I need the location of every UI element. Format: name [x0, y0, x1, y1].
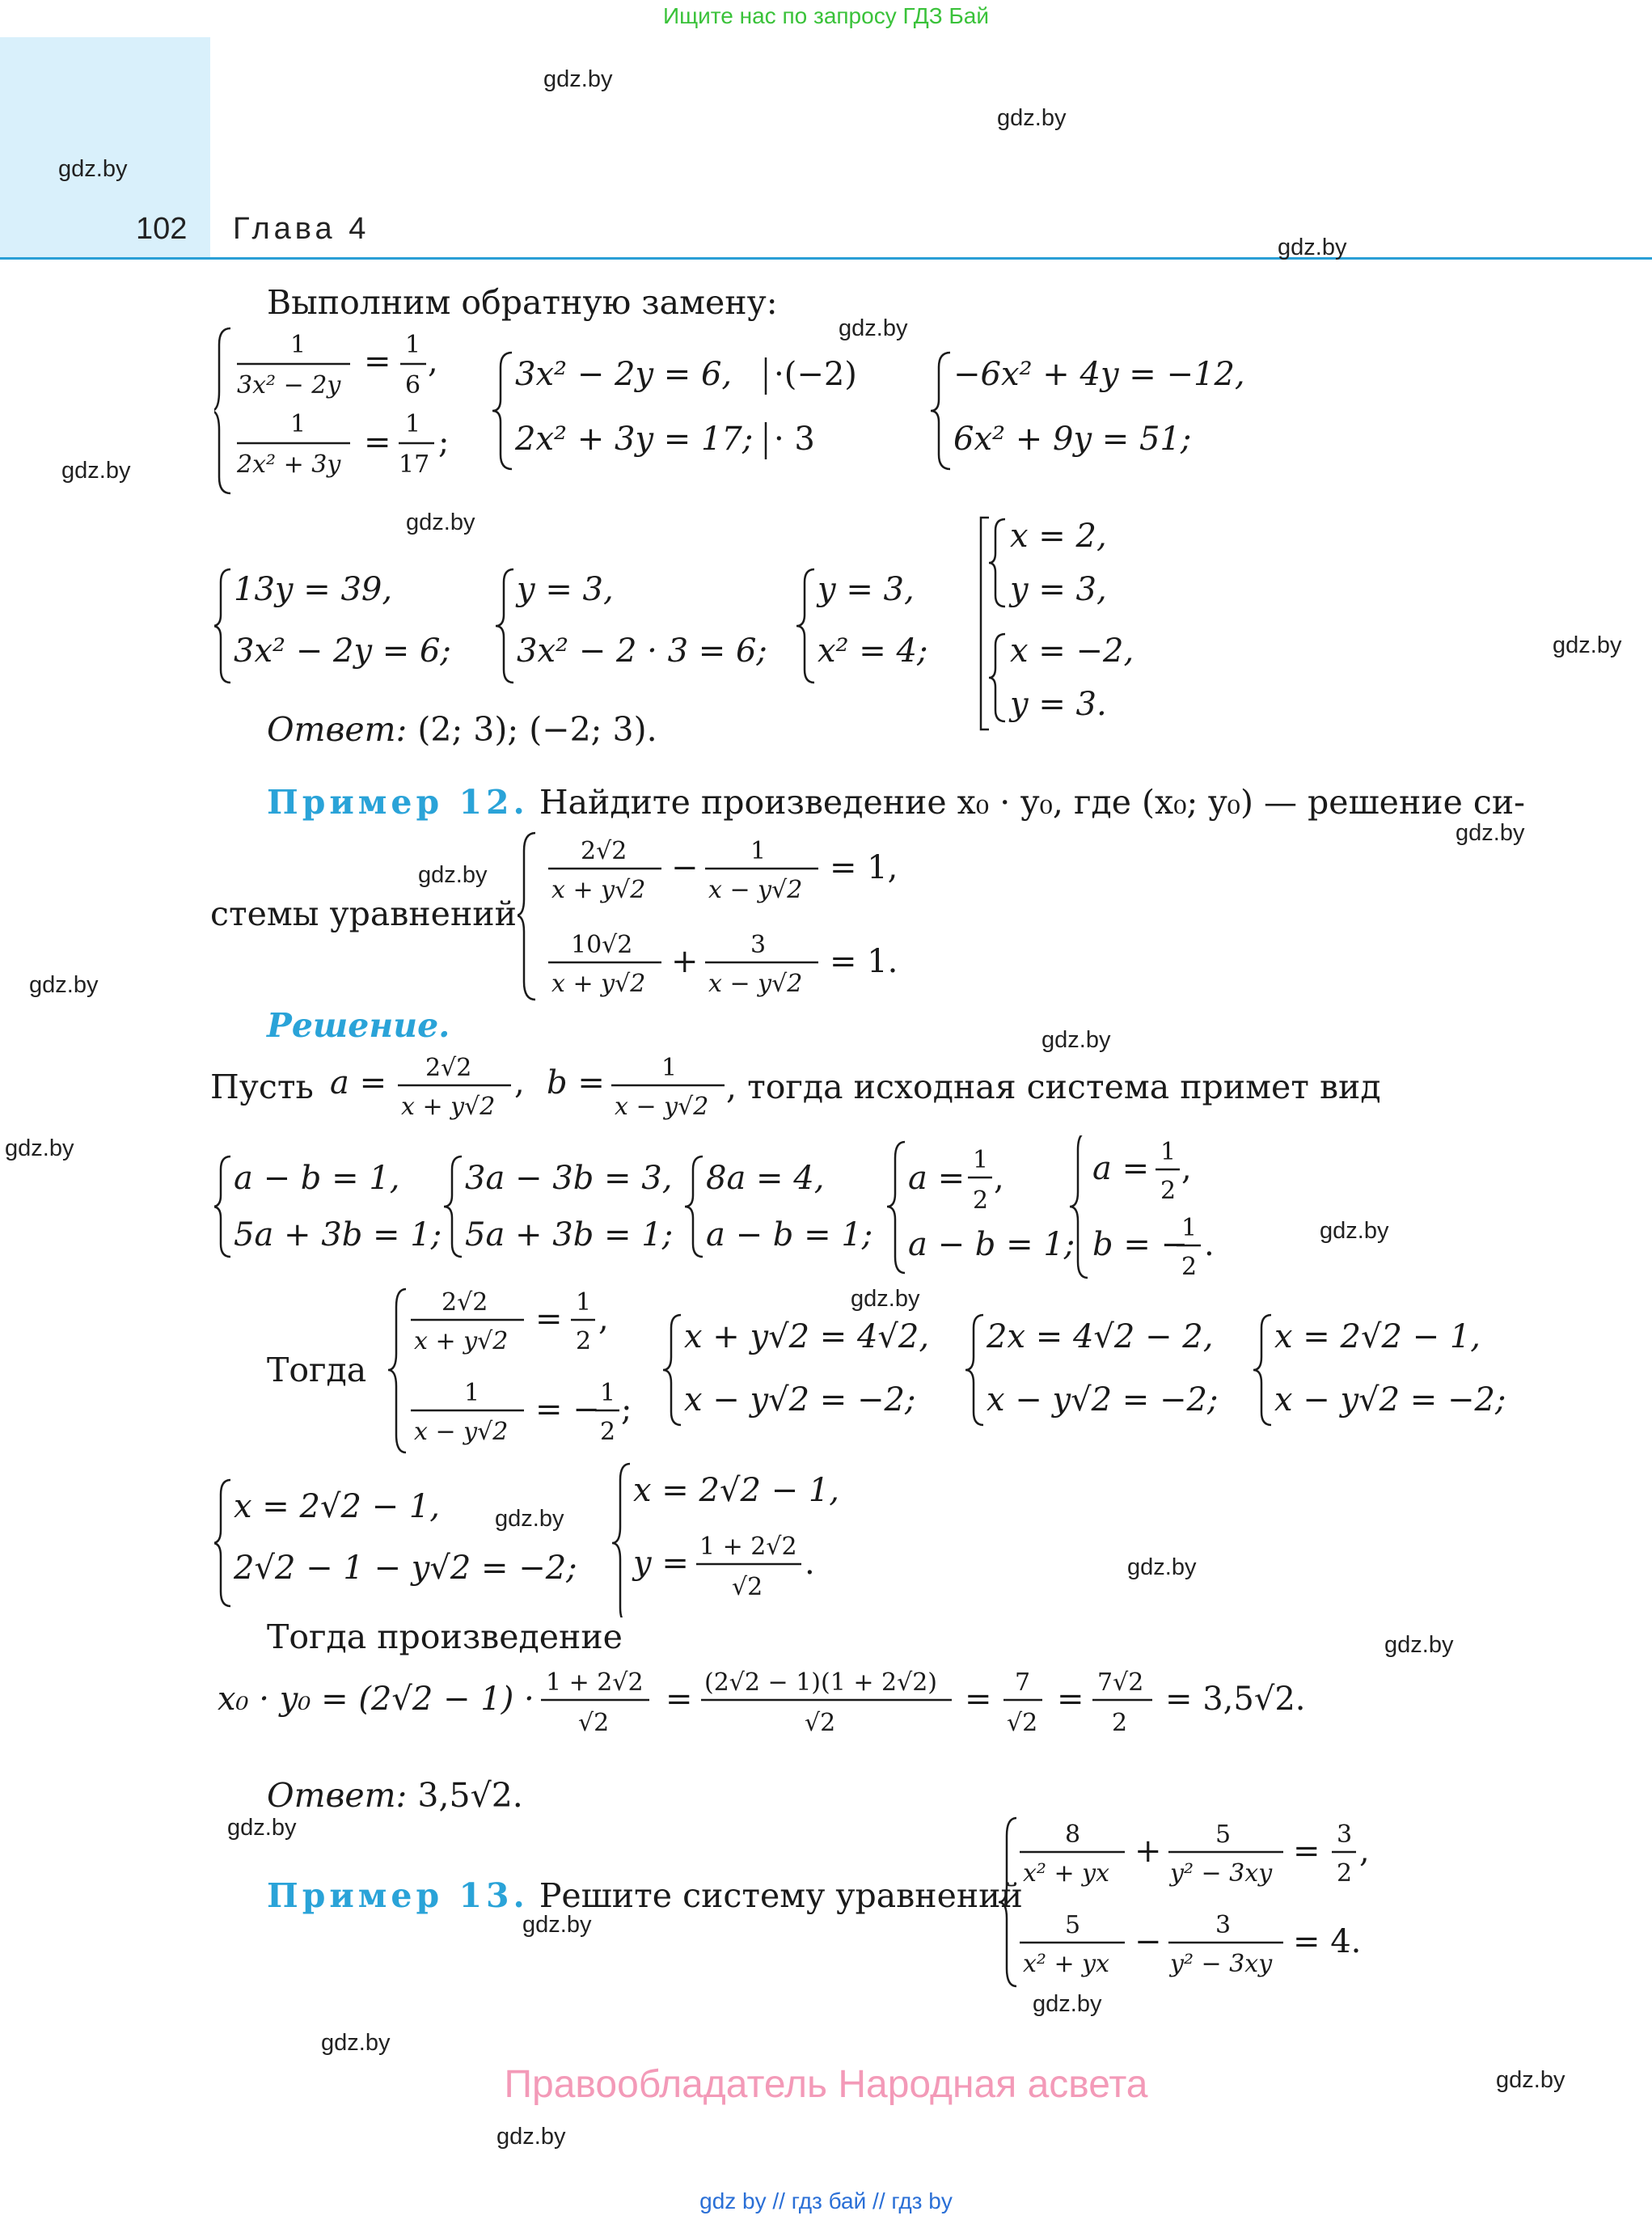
- svg-text:3: 3: [1215, 1911, 1232, 1939]
- watermark: gdz.by: [496, 2124, 566, 2150]
- svg-text:x + y√2: x + y√2: [551, 876, 646, 904]
- svg-text:8a = 4,: 8a = 4,: [706, 1160, 825, 1197]
- watermark: gdz.by: [1127, 1554, 1197, 1580]
- svg-text:=: =: [364, 343, 391, 380]
- svg-text:6: 6: [405, 371, 421, 400]
- substitution-formula: [323, 1048, 744, 1137]
- svg-text:,: ,: [1181, 1150, 1192, 1187]
- svg-text:√2: √2: [732, 1573, 763, 1601]
- svg-text:,: ,: [428, 343, 438, 380]
- watermark: gdz.by: [543, 66, 613, 92]
- watermark: gdz.by: [1384, 1632, 1454, 1658]
- svg-text:x = 2√2 − 1,: x = 2√2 − 1,: [1274, 1318, 1481, 1355]
- svg-text:x − y√2 = −2;: x − y√2 = −2;: [1274, 1381, 1506, 1419]
- svg-text:2√2: 2√2: [581, 837, 627, 865]
- svg-text:1: 1: [661, 1054, 678, 1082]
- svg-text:=: =: [965, 1681, 992, 1718]
- example-13-system: [999, 1812, 1419, 1998]
- svg-text:y = 3.: y = 3.: [1010, 686, 1107, 723]
- svg-text:2: 2: [576, 1327, 592, 1355]
- footer-links[interactable]: gdz by // гдз бай // гдз by: [699, 2188, 953, 2213]
- svg-text:= 1.: = 1.: [830, 943, 898, 980]
- svg-text:=: =: [665, 1681, 693, 1718]
- svg-text:17: 17: [399, 450, 430, 479]
- watermark: gdz.by: [61, 458, 131, 484]
- page-number: 102: [136, 212, 188, 246]
- svg-text:2√2: 2√2: [442, 1288, 488, 1317]
- svg-text:;: ;: [621, 1391, 632, 1428]
- svg-text:a =: a =: [908, 1160, 965, 1197]
- svg-text:2x² + 3y: 2x² + 3y: [237, 450, 341, 479]
- svg-text:+: +: [1134, 1833, 1162, 1870]
- svg-text:6x² + 9y = 51;: 6x² + 9y = 51;: [953, 421, 1192, 458]
- then-system-text: , тогда исходная система примет вид: [726, 1068, 1381, 1106]
- svg-text:x − y√2: x − y√2: [708, 876, 803, 904]
- svg-text:x + y√2: x + y√2: [414, 1327, 509, 1355]
- svg-text:a − b = 1;: a − b = 1;: [908, 1226, 1075, 1263]
- svg-text:7√2: 7√2: [1097, 1668, 1144, 1697]
- top-search-banner: Ищите нас по запросу ГДЗ Бай: [662, 3, 990, 28]
- svg-text:·(−2): ·(−2): [774, 356, 857, 393]
- svg-text:1: 1: [464, 1379, 480, 1407]
- svg-text:,: ,: [1359, 1833, 1370, 1870]
- svg-text:= 1,: = 1,: [830, 849, 898, 886]
- watermark: gdz.by: [997, 105, 1067, 131]
- then-text: Тогда: [267, 1351, 367, 1389]
- svg-text:,: ,: [598, 1300, 609, 1338]
- svg-text:√2: √2: [1007, 1709, 1038, 1737]
- svg-text:1: 1: [576, 1288, 592, 1317]
- answer-2: Ответ: 3,5√2.: [267, 1776, 523, 1815]
- product-formula: [214, 1650, 1346, 1755]
- svg-text:x + y√2: x + y√2: [551, 970, 646, 998]
- system-final: [214, 1456, 942, 1617]
- answer-1: Ответ: (2; 3); (−2; 3).: [267, 710, 657, 749]
- watermark: gdz.by: [227, 1815, 297, 1841]
- svg-text:2√2 − 1 − y√2 = −2;: 2√2 − 1 − y√2 = −2;: [234, 1550, 577, 1587]
- svg-text:x − y√2: x − y√2: [708, 970, 803, 998]
- svg-text:2: 2: [1337, 1859, 1353, 1888]
- svg-text:· 3: · 3: [774, 421, 815, 458]
- watermark: gdz.by: [1041, 1027, 1111, 1053]
- svg-text:1: 1: [405, 410, 421, 438]
- svg-text:5a + 3b = 1;: 5a + 3b = 1;: [465, 1216, 674, 1254]
- watermark: gdz.by: [522, 1912, 592, 1938]
- watermark: gdz.by: [29, 972, 99, 998]
- example-12-system: [518, 828, 970, 1006]
- svg-text:(2√2 − 1)(1 + 2√2): (2√2 − 1)(1 + 2√2): [704, 1668, 937, 1697]
- system-then: [387, 1283, 1535, 1461]
- watermark: gdz.by: [1278, 235, 1347, 260]
- svg-text:2: 2: [1160, 1177, 1177, 1205]
- svg-text:1: 1: [750, 837, 767, 865]
- svg-text:y = 3,: y = 3,: [818, 571, 915, 608]
- svg-text:,: ,: [514, 1064, 525, 1101]
- watermark: gdz.by: [406, 509, 475, 535]
- example-12-heading: Пример 12. Найдите произведение x₀ · y₀, где (x₀; y₀) — решение си-: [267, 783, 1526, 822]
- svg-text:x² + yx: x² + yx: [1023, 1859, 1110, 1888]
- watermark: gdz.by: [418, 862, 488, 888]
- header-rule: [0, 257, 1652, 260]
- intro-text: Выполним обратную замену:: [267, 283, 778, 322]
- example-12-text-b: стемы уравнений: [210, 894, 517, 933]
- watermark: gdz.by: [495, 1506, 564, 1532]
- svg-text:x² + yx: x² + yx: [1023, 1950, 1110, 1978]
- svg-text:y =: y =: [633, 1545, 689, 1582]
- watermark: gdz.by: [851, 1286, 920, 1312]
- svg-text:a − b = 1,: a − b = 1,: [234, 1160, 400, 1197]
- svg-text:x + y√2: x + y√2: [401, 1093, 496, 1121]
- watermark: gdz.by: [1033, 1991, 1102, 2017]
- solution-heading: Решение.: [267, 1006, 450, 1045]
- svg-text:8: 8: [1065, 1820, 1081, 1849]
- svg-text:= −: = −: [535, 1391, 600, 1428]
- svg-text:.: .: [805, 1545, 815, 1582]
- svg-text:y² − 3xy: y² − 3xy: [1170, 1950, 1273, 1978]
- svg-text:7: 7: [1015, 1668, 1031, 1697]
- svg-text:a =: a =: [1092, 1150, 1150, 1187]
- svg-text:x = 2,: x = 2,: [1010, 518, 1107, 555]
- svg-text:= 4.: = 4.: [1293, 1923, 1362, 1960]
- copyright-notice: Правообладатель Народная асвета: [504, 2063, 1148, 2106]
- svg-text:y = 3,: y = 3,: [517, 571, 614, 608]
- svg-text:=: =: [364, 424, 391, 461]
- svg-text:√2: √2: [578, 1709, 610, 1737]
- svg-text:2x² + 3y = 17;: 2x² + 3y = 17;: [515, 421, 754, 458]
- svg-text:5a + 3b = 1;: 5a + 3b = 1;: [234, 1216, 442, 1254]
- svg-text:x − y√2 = −2;: x − y√2 = −2;: [987, 1381, 1219, 1419]
- svg-text:x = −2,: x = −2,: [1010, 632, 1134, 670]
- svg-text:y² − 3xy: y² − 3xy: [1170, 1859, 1273, 1888]
- svg-text:2x = 4√2 − 2,: 2x = 4√2 − 2,: [987, 1318, 1214, 1355]
- svg-text:;: ;: [438, 424, 450, 461]
- svg-text:x = 2√2 − 1,: x = 2√2 − 1,: [234, 1488, 440, 1525]
- svg-text:1: 1: [973, 1146, 989, 1174]
- chapter-title: Глава 4: [233, 212, 370, 246]
- watermark: gdz.by: [5, 1135, 74, 1161]
- svg-text:−: −: [671, 849, 699, 886]
- example-13-heading: Пример 13. Решите систему уравнений: [267, 1876, 1023, 1915]
- svg-text:,: ,: [994, 1160, 1004, 1197]
- svg-text:a =: a =: [330, 1064, 387, 1101]
- svg-text:=: =: [1293, 1833, 1320, 1870]
- watermark: gdz.by: [839, 315, 908, 341]
- watermark: gdz.by: [1456, 820, 1525, 846]
- svg-text:=: =: [1057, 1681, 1084, 1718]
- svg-text:3: 3: [750, 931, 767, 959]
- svg-text:3x² − 2y = 6;: 3x² − 2y = 6;: [234, 632, 451, 670]
- svg-text:1: 1: [405, 331, 421, 359]
- svg-text:10√2: 10√2: [571, 931, 633, 959]
- svg-text:b =: b =: [547, 1064, 605, 1101]
- svg-text:1: 1: [600, 1379, 616, 1407]
- svg-text:3x² − 2y = 6,: 3x² − 2y = 6,: [515, 356, 733, 393]
- svg-text:=: =: [535, 1300, 563, 1338]
- svg-text:x + y√2 = 4√2,: x + y√2 = 4√2,: [684, 1318, 930, 1355]
- svg-text:x = 2√2 − 1,: x = 2√2 − 1,: [633, 1472, 839, 1509]
- svg-text:+: +: [671, 943, 699, 980]
- svg-text:x² = 4;: x² = 4;: [818, 632, 928, 670]
- svg-text:−6x² + 4y = −12,: −6x² + 4y = −12,: [953, 356, 1245, 393]
- svg-text:1: 1: [290, 410, 306, 438]
- svg-text:1 + 2√2: 1 + 2√2: [699, 1533, 797, 1561]
- watermark: gdz.by: [321, 2030, 391, 2056]
- svg-text:1: 1: [1181, 1214, 1198, 1242]
- svg-text:a − b = 1;: a − b = 1;: [706, 1216, 873, 1254]
- svg-text:√2: √2: [805, 1709, 836, 1737]
- svg-text:y = 3,: y = 3,: [1010, 571, 1107, 608]
- product-text: Тогда произведение: [267, 1617, 623, 1656]
- system-row-2: [214, 514, 1233, 733]
- svg-text:x − y√2: x − y√2: [615, 1093, 709, 1121]
- svg-text:3: 3: [1337, 1820, 1353, 1849]
- svg-text:3a − 3b = 3,: 3a − 3b = 3,: [465, 1160, 673, 1197]
- svg-text:5: 5: [1215, 1820, 1232, 1849]
- watermark: gdz.by: [58, 156, 128, 182]
- system-ab: [214, 1135, 1265, 1281]
- svg-text:1 + 2√2: 1 + 2√2: [546, 1668, 644, 1697]
- svg-text:2: 2: [1112, 1709, 1128, 1737]
- svg-text:x₀ · y₀ = (2√2 − 1) ·: x₀ · y₀ = (2√2 − 1) ·: [218, 1681, 534, 1718]
- svg-text:= 3,5√2.: = 3,5√2.: [1165, 1681, 1306, 1718]
- svg-text:2: 2: [600, 1418, 616, 1446]
- svg-text:−: −: [1134, 1923, 1162, 1960]
- svg-text:x − y√2 = −2;: x − y√2 = −2;: [684, 1381, 916, 1419]
- system-row-1: [214, 320, 1265, 501]
- svg-text:3x² − 2 · 3 = 6;: 3x² − 2 · 3 = 6;: [517, 632, 767, 670]
- svg-text:5: 5: [1065, 1911, 1081, 1939]
- svg-text:2: 2: [1181, 1253, 1198, 1281]
- svg-text:2√2: 2√2: [425, 1054, 472, 1082]
- svg-text:3x² − 2y: 3x² − 2y: [237, 371, 341, 400]
- watermark: gdz.by: [1320, 1218, 1389, 1244]
- watermark: gdz.by: [1553, 632, 1622, 658]
- svg-text:.: .: [1204, 1226, 1215, 1263]
- svg-text:b = −: b = −: [1092, 1226, 1189, 1263]
- svg-text:13y = 39,: 13y = 39,: [234, 571, 393, 608]
- let-text: Пусть: [210, 1068, 314, 1106]
- svg-text:1: 1: [1160, 1138, 1177, 1166]
- watermark: gdz.by: [1496, 2067, 1565, 2093]
- svg-text:2: 2: [973, 1186, 989, 1215]
- svg-text:1: 1: [290, 331, 306, 359]
- svg-text:x − y√2: x − y√2: [414, 1418, 509, 1446]
